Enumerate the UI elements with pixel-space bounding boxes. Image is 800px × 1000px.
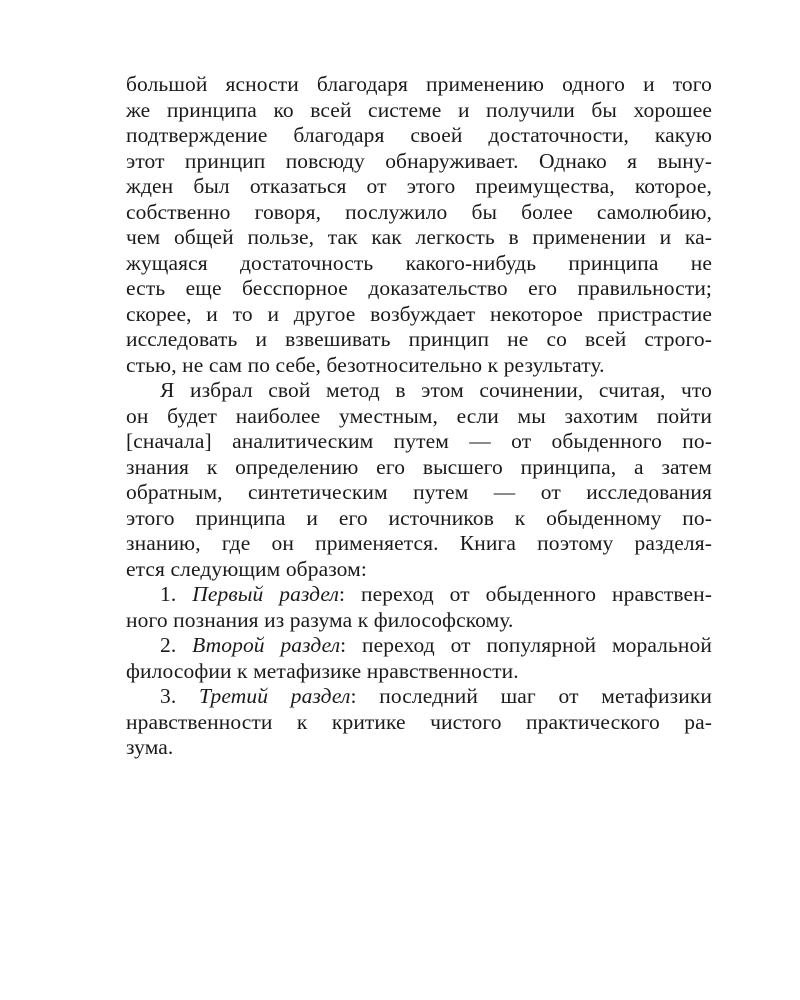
text-line: знанию, где он применяется. Книга поэтому разделя-	[126, 531, 712, 555]
section-item-2	[126, 633, 712, 684]
text-line: скорее, и то и другое возбуждает некоторое пристрастие	[126, 301, 712, 326]
paragraph-1	[126, 72, 712, 378]
text-line: ного познания из разума к философскому.	[126, 607, 514, 632]
section-number: 3.	[160, 684, 177, 708]
text-line: Я избрал свой метод в этом сочинении, считая, что	[160, 378, 712, 402]
section-description: : переход от популярной моральной	[340, 633, 712, 657]
text-line: большой ясности благодаря применению одного и того	[126, 72, 712, 96]
section-title: Первый раздел	[192, 582, 339, 606]
text-line	[126, 684, 712, 710]
text-line: зума.	[126, 735, 174, 759]
section-description: : переход от обыденного нравствен-	[338, 582, 712, 606]
text-line: этот принцип повсюду обнаруживает. Однако я выну-	[126, 148, 712, 173]
text-line: собственно говоря, послужило бы более самолюбию,	[126, 199, 712, 224]
text-line	[126, 582, 712, 608]
text-line: обратным, синтетическим путем — от исследования	[126, 480, 712, 504]
section-description: : последний шаг от метафизики	[350, 684, 712, 708]
section-number: 1.	[160, 582, 177, 606]
section-item-1	[126, 582, 712, 633]
text-line: нравственности к критике чистого практического ра-	[126, 709, 712, 734]
text-line: знания к определению его высшего принципа, а затем	[126, 454, 712, 479]
text-line: он будет наиболее уместным, если мы захотим пойти	[126, 403, 712, 428]
text-line: жден был отказаться от этого преимущества, которое,	[126, 174, 712, 198]
text-line: чем общей пользе, так как легкость в применении и ка-	[126, 225, 712, 249]
text-line	[126, 633, 712, 659]
text-line: стью, не сам по себе, безотносительно к результату.	[126, 352, 605, 377]
body-text	[126, 72, 712, 761]
section-list	[126, 582, 712, 761]
text-line: [сначала] аналитическим путем — от обыденного по-	[126, 429, 712, 453]
text-line: ется следующим образом:	[126, 556, 367, 581]
text-line: же принципа ко всей системе и получили бы хорошее	[126, 97, 712, 122]
text-line: исследовать и взвешивать принцип не со всей строго-	[126, 327, 712, 351]
text-line: жущаяся достаточность какого-нибудь принципа не	[126, 250, 712, 275]
text-line: философии к метафизике нравственности.	[126, 658, 519, 683]
section-number: 2.	[160, 633, 177, 657]
text-line: этого принципа и его источников к обыденному по-	[126, 505, 712, 530]
text-line: подтверждение благодаря своей достаточности, какую	[126, 123, 712, 147]
section-title: Второй раздел	[192, 633, 341, 657]
section-item-3	[126, 684, 712, 761]
section-title: Третий раздел	[199, 684, 351, 708]
paragraph-2	[126, 378, 712, 582]
text-line: есть еще бесспорное доказательство его правильности;	[126, 276, 712, 300]
